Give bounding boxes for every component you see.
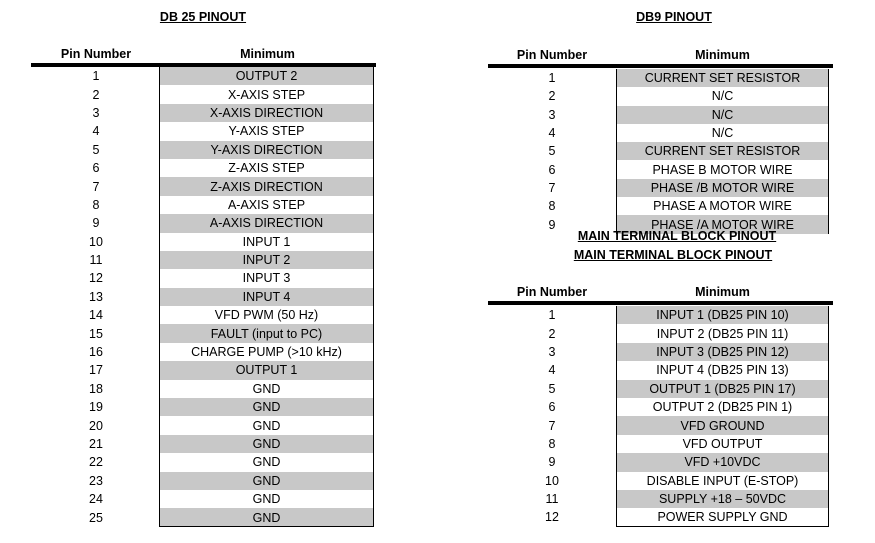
db9-pin-number: 9 [548, 217, 556, 232]
db25-pin-number: 25 [89, 510, 103, 525]
db9-pin-function: PHASE A MOTOR WIRE [653, 199, 792, 214]
db25-pin-function: Y-AXIS STEP [228, 124, 305, 139]
db25-pin-number: 15 [89, 326, 103, 341]
db9-pin-function: PHASE /A MOTOR WIRE [617, 215, 828, 233]
db9-row [488, 69, 833, 87]
db25-title: DB 25 PINOUT [159, 10, 247, 24]
db25-pin-number: 12 [89, 271, 103, 286]
db25-pin-number: 11 [89, 253, 103, 268]
db25-row [31, 104, 376, 122]
db25-pin-function: CHARGE PUMP (>10 kHz) [191, 345, 342, 360]
db25-pin-function: GND [160, 472, 373, 490]
db25-row [31, 343, 376, 361]
db25-row [31, 472, 376, 490]
terminal-row [488, 508, 833, 526]
terminal-row [488, 361, 833, 379]
db25-row [31, 159, 376, 177]
db25-pin-function: INPUT 4 [160, 288, 373, 306]
db25-pin-function: Z-AXIS STEP [228, 161, 305, 176]
db9-row [488, 142, 833, 160]
terminal-row [488, 472, 833, 490]
db25-pin-number: 24 [89, 492, 103, 507]
db9-rows [488, 69, 833, 234]
db25-pin-function: GND [160, 435, 373, 453]
terminal-pin-function: INPUT 4 (DB25 PIN 13) [656, 363, 789, 378]
db25-pin-number: 8 [92, 197, 100, 212]
terminal-header-rule [488, 301, 833, 305]
db25-pin-function: Y-AXIS DIRECTION [160, 141, 373, 159]
db25-pin-number: 2 [92, 87, 100, 102]
db25-row [31, 324, 376, 342]
db25-pin-number: 7 [92, 179, 100, 194]
db9-row [488, 106, 833, 124]
db25-pin-function: X-AXIS DIRECTION [160, 104, 373, 122]
db25-pin-function: FAULT (input to PC) [160, 324, 373, 342]
db25-pin-number: 1 [92, 69, 100, 84]
terminal-title-overlap: MAIN TERMINAL BLOCK PINOUT [577, 229, 777, 242]
db9-row [488, 179, 833, 197]
db9-row [488, 124, 833, 142]
db9-pin-function: CURRENT SET RESISTOR [617, 142, 828, 160]
db25-row [31, 490, 376, 508]
db9-pin-number: 1 [548, 71, 556, 86]
db25-row [31, 435, 376, 453]
db9-pin-number: 6 [548, 162, 556, 177]
db25-pin-number: 5 [92, 142, 100, 157]
db25-pin-function: X-AXIS STEP [227, 87, 306, 102]
terminal-pin-function: INPUT 1 (DB25 PIN 10) [617, 306, 828, 324]
db25-row [31, 380, 376, 398]
db9-row [488, 197, 833, 215]
terminal-pin-number: 9 [548, 455, 556, 470]
db25-pin-number: 19 [89, 400, 103, 415]
db25-pin-function: INPUT 2 [160, 251, 373, 269]
terminal-pin-number: 4 [548, 363, 556, 378]
db9-pin-number: 5 [548, 144, 556, 159]
db9-header-rule [488, 64, 833, 68]
db25-pin-number: 9 [92, 216, 100, 231]
db9-pin-function: PHASE B MOTOR WIRE [652, 162, 793, 177]
db9-header-pin: Pin Number [516, 48, 588, 62]
db9-pin-number: 2 [548, 89, 556, 104]
db25-row [31, 251, 376, 269]
db25-pin-number: 20 [89, 418, 103, 433]
db25-row [31, 269, 376, 287]
terminal-pin-function: POWER SUPPLY GND [657, 510, 788, 525]
db25-row [31, 177, 376, 195]
terminal-row [488, 490, 833, 508]
db25-pin-number: 10 [89, 234, 103, 249]
db25-pin-function: Z-AXIS DIRECTION [160, 177, 373, 195]
db25-row [31, 416, 376, 434]
db9-pin-function: N/C [617, 106, 828, 124]
db25-row [31, 141, 376, 159]
db25-pin-function: GND [252, 455, 281, 470]
db25-pin-number: 16 [89, 345, 103, 360]
db25-pin-function: OUTPUT 1 [160, 361, 373, 379]
db9-pin-function: CURRENT SET RESISTOR [617, 69, 828, 87]
db25-pin-number: 14 [89, 308, 103, 323]
db25-pin-number: 17 [89, 363, 103, 378]
terminal-pin-number: 12 [545, 510, 559, 525]
db9-row [488, 160, 833, 178]
db25-row [31, 288, 376, 306]
db9-pin-function: PHASE /B MOTOR WIRE [617, 179, 828, 197]
db9-row [488, 87, 833, 105]
terminal-table [488, 285, 833, 527]
db25-pin-function: INPUT 3 [242, 271, 291, 286]
terminal-pin-function: SUPPLY +18 – 50VDC [617, 490, 828, 508]
db25-pin-number: 3 [92, 105, 100, 120]
db9-pin-number: 3 [548, 107, 556, 122]
db25-pin-number: 18 [89, 381, 103, 396]
db9-title: DB9 PINOUT [636, 10, 712, 24]
db25-header-value: Minimum [240, 47, 295, 61]
db25-row [31, 508, 376, 526]
db9-table [488, 48, 833, 234]
db25-pin-number: 22 [89, 455, 103, 470]
db25-pin-function: GND [252, 381, 281, 396]
terminal-row [488, 306, 833, 324]
db25-row [31, 214, 376, 232]
terminal-pin-function: VFD OUTPUT [682, 436, 763, 451]
terminal-pin-number: 11 [545, 492, 559, 507]
terminal-pin-function: DISABLE INPUT (E-STOP) [646, 473, 799, 488]
db9-pin-function: N/C [711, 126, 734, 141]
db25-pin-function: GND [160, 508, 373, 526]
db25-row [31, 233, 376, 251]
db25-pin-number: 21 [89, 437, 103, 451]
db9-pin-number: 8 [548, 199, 556, 214]
db25-header-pin: Pin Number [60, 47, 132, 61]
terminal-pin-number: 10 [545, 473, 559, 488]
db9-pin-function: N/C [711, 89, 734, 104]
terminal-row [488, 398, 833, 416]
db9-pin-number: 4 [548, 126, 556, 141]
terminal-pin-function: OUTPUT 1 (DB25 PIN 17) [617, 380, 828, 398]
terminal-row [488, 416, 833, 434]
terminal-pin-function: VFD +10VDC [617, 453, 828, 471]
db25-row [31, 361, 376, 379]
terminal-pin-function: OUTPUT 2 (DB25 PIN 1) [652, 400, 793, 415]
terminal-header-value: Minimum [695, 285, 750, 299]
terminal-row [488, 453, 833, 471]
db25-rows [31, 67, 376, 527]
terminal-pin-function: INPUT 3 (DB25 PIN 12) [617, 343, 828, 361]
db25-pin-function: OUTPUT 2 [160, 67, 373, 85]
db25-pin-function: GND [252, 492, 281, 507]
terminal-rows [488, 306, 833, 527]
terminal-row [488, 343, 833, 361]
db25-row [31, 122, 376, 140]
db25-pin-number: 4 [92, 124, 100, 139]
db25-row [31, 453, 376, 471]
db25-pin-function: A-AXIS STEP [227, 197, 306, 212]
terminal-pin-number: 5 [548, 381, 556, 396]
db25-pin-number: 6 [92, 161, 100, 176]
db25-pin-function: INPUT 1 [242, 234, 291, 249]
db25-table [31, 47, 376, 527]
db25-row [31, 67, 376, 85]
db25-pin-function: A-AXIS DIRECTION [160, 214, 373, 232]
terminal-pin-number: 3 [548, 344, 556, 359]
terminal-pin-number: 2 [548, 326, 556, 341]
db25-row [31, 398, 376, 416]
terminal-row [488, 435, 833, 453]
terminal-row [488, 324, 833, 342]
db25-row [31, 306, 376, 324]
terminal-pin-number: 8 [548, 436, 556, 451]
db25-pin-number: 13 [89, 289, 103, 304]
db25-row [31, 196, 376, 214]
terminal-pin-function: VFD GROUND [617, 416, 828, 434]
db25-pin-function: GND [252, 418, 281, 433]
db9-pin-number: 7 [548, 180, 556, 195]
terminal-header-pin: Pin Number [516, 285, 588, 299]
db25-pin-function: GND [160, 398, 373, 416]
db9-header-value: Minimum [695, 48, 750, 62]
terminal-title: MAIN TERMINAL BLOCK PINOUT [573, 248, 773, 262]
db25-pin-function: VFD PWM (50 Hz) [214, 308, 319, 323]
terminal-pin-number: 6 [548, 400, 556, 415]
terminal-pin-number: 7 [548, 418, 556, 433]
terminal-pin-number: 1 [548, 308, 556, 323]
terminal-pin-function: INPUT 2 (DB25 PIN 11) [656, 326, 789, 341]
db25-pin-number: 23 [89, 473, 103, 488]
terminal-row [488, 380, 833, 398]
db25-row [31, 85, 376, 103]
